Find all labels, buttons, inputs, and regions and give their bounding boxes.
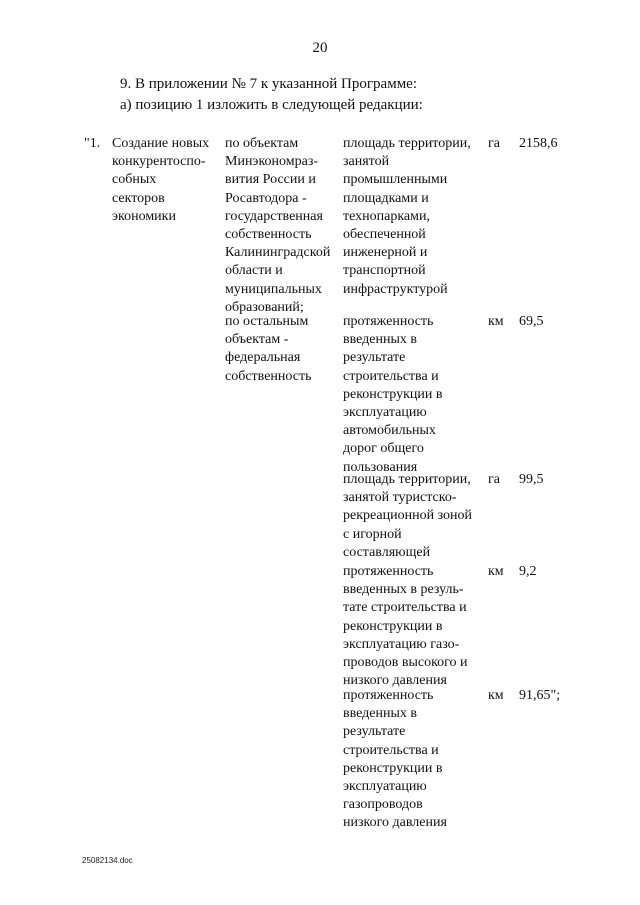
indicator-name: протяженность введенных в результате строительства и реконструкции в эксплуатацию автомобильных дорог общего пользования [343,314,443,475]
indicator-value: 69,5 [519,314,544,329]
indicator-unit: км [488,314,504,329]
row-name: Создание новых конкурентоспо- собных секторов экономики [112,136,210,224]
indicator-value: 9,2 [519,564,537,579]
indicator-value: 99,5 [519,472,544,487]
indicator-unit: га [488,136,500,151]
row-number: "1. [84,136,101,151]
indicator-unit: га [488,472,500,487]
footer-doc-code: 25082134.doc [82,856,133,865]
indicator-name: протяженность введенных в резуль- тате строительства и реконструкции в эксплуатацию газо- проводов высокого и низкого давления [343,564,468,689]
indicator-value: 91,65"; [519,688,561,703]
page-number: 20 [312,40,328,56]
indicator-name: площадь территории, занятой туристско- рекреационной зоной с игорной составляющей [343,472,473,560]
scope-cell: по остальным объектам - федеральная собственность [225,314,312,384]
intro-line-2: а) позицию 1 изложить в следующей редакции: [120,97,423,113]
scope-cell: по объектам Минэкономраз- вития России и Росавтодора - государственная собственность Калининградской области и муниципальных образований; [225,136,331,315]
indicator-name: площадь территории, занятой промышленными площадками и технопарками, обеспеченной инженерной и транспортной инфраструктурой [343,136,471,297]
indicator-unit: км [488,564,504,579]
indicator-name: протяженность введенных в результате строительства и реконструкции в эксплуатацию газопроводов низкого давления [343,688,447,831]
intro-line-1: 9. В приложении № 7 к указанной Программе: [120,76,418,92]
indicator-value: 2158,6 [519,136,558,151]
indicator-unit: км [488,688,504,703]
